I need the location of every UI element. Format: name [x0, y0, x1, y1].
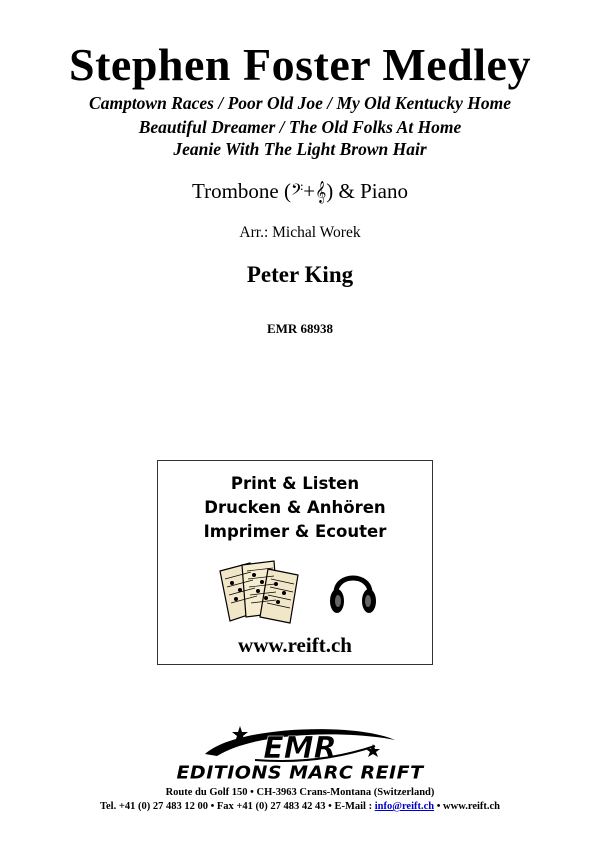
promo-line-german: Drucken & Anhören: [204, 498, 386, 517]
email-link[interactable]: info@reift.ch: [374, 801, 435, 812]
contact-phone-fax: Tel. +41 (0) 27 483 12 00 • Fax +41 (0) 27 483 42 43 • E-Mail :: [99, 801, 375, 812]
instrumentation-suffix: ) & Piano: [326, 179, 408, 203]
subtitle-line-2: Beautiful Dreamer / The Old Folks At Home: [138, 117, 462, 137]
promo-line-english: Print & Listen: [230, 474, 360, 493]
treble-clef-icon: 𝄞: [315, 181, 327, 203]
print-listen-box[interactable]: [157, 460, 433, 665]
promo-line-french: Imprimer & Ecouter: [203, 522, 387, 541]
publisher-name: EDITIONS MARC REIFT: [176, 762, 424, 784]
subtitle-line-3: Jeanie With The Light Brown Hair: [173, 139, 427, 159]
composer: Peter King: [246, 262, 354, 287]
sheet-music-icon: [216, 557, 306, 627]
catalog-number: EMR 68938: [266, 321, 334, 336]
plus-sign: +: [303, 179, 316, 203]
headphones-icon: [328, 561, 378, 617]
promo-url-link[interactable]: www.reift.ch: [238, 633, 352, 657]
contact-website: • www.reift.ch: [434, 801, 501, 812]
instrumentation: [0, 178, 600, 205]
arranger: Arr.: Michal Worek: [239, 224, 361, 241]
page-title: Stephen Foster Medley: [69, 39, 531, 90]
publisher-contact: [0, 800, 600, 814]
subtitle-line-1: Camptown Races / Poor Old Joe / My Old Kentucky Home: [89, 93, 511, 113]
bass-clef-icon: 𝄢: [291, 181, 304, 203]
logo-text: EMR: [263, 731, 337, 766]
publisher-address: Route du Golf 150 • CH-3963 Crans-Montana (Switzerland): [165, 787, 435, 798]
instrumentation-prefix: Trombone (: [192, 179, 291, 203]
